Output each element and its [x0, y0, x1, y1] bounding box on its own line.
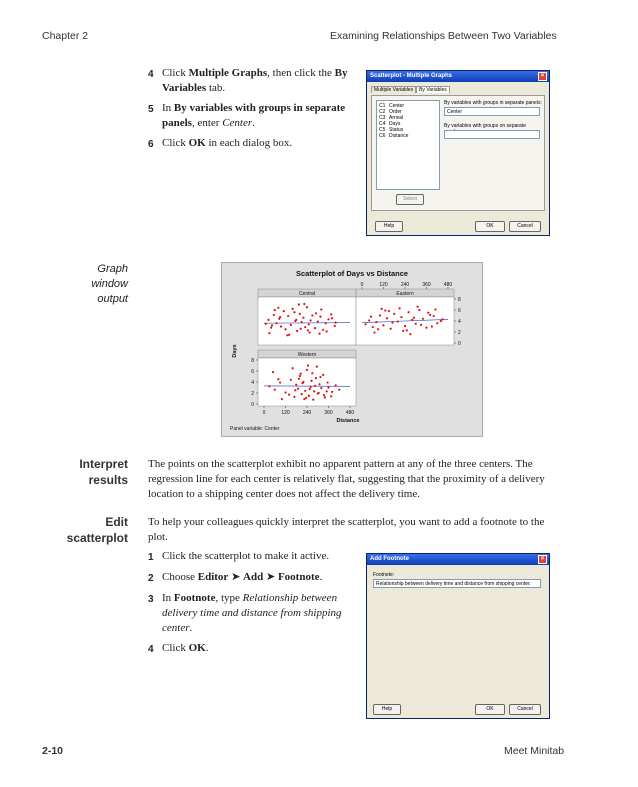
data-point	[425, 327, 427, 329]
data-point	[313, 390, 315, 392]
data-point	[319, 316, 321, 318]
column-id: C5	[379, 127, 386, 133]
data-point	[442, 318, 444, 320]
data-point	[427, 312, 429, 314]
data-point	[290, 379, 292, 381]
data-point	[309, 319, 311, 321]
data-point	[331, 317, 333, 319]
data-point	[399, 307, 401, 309]
step-5	[148, 101, 358, 131]
data-point	[335, 322, 337, 324]
data-point	[295, 384, 297, 386]
data-point	[402, 330, 404, 332]
column-id: C4	[379, 121, 386, 127]
data-point	[322, 329, 324, 331]
tab-strip	[371, 86, 450, 94]
add-footnote-dialog	[366, 553, 550, 719]
data-point	[397, 320, 399, 322]
data-point	[326, 330, 328, 332]
data-point	[368, 319, 370, 321]
data-point	[299, 375, 301, 377]
data-point	[293, 311, 295, 313]
graph-window[interactable]	[221, 262, 483, 437]
column-name: Center	[389, 103, 405, 109]
data-point	[292, 367, 294, 369]
edit-step-2	[148, 570, 358, 586]
data-point	[268, 332, 270, 334]
step-number: 1	[148, 552, 154, 563]
select-button[interactable]: Select	[396, 194, 424, 205]
column-name: Arrival	[389, 115, 404, 121]
step-number: 5	[148, 104, 154, 115]
data-point	[377, 328, 379, 330]
data-point	[324, 396, 326, 398]
interpret-results-text: The points on the scatterplot exhibit no apparent pattern at any of the three centers. The regression line for each center is relatively flat, suggesting that the proximity of a delivery location to a shipping center does not affect the delivery time.	[148, 458, 545, 500]
data-point	[283, 310, 285, 312]
data-point	[300, 373, 302, 375]
data-point	[315, 312, 317, 314]
y-tick-label: 2	[458, 329, 461, 336]
y-tick-label: 6	[458, 307, 461, 314]
data-point	[400, 316, 402, 318]
data-point	[327, 386, 329, 388]
dialog-title-bar	[367, 554, 549, 565]
step-number: 6	[148, 139, 154, 150]
data-point	[265, 323, 267, 325]
edit-step-1	[148, 549, 358, 565]
data-point	[279, 381, 281, 383]
data-point	[420, 324, 422, 326]
y-tick-label: 0	[251, 401, 254, 408]
data-point	[384, 309, 386, 311]
data-point	[297, 388, 299, 390]
data-point	[411, 319, 413, 321]
data-point	[284, 328, 286, 330]
data-point	[309, 386, 311, 388]
data-point	[323, 394, 325, 396]
data-point	[271, 324, 273, 326]
data-point	[422, 318, 424, 320]
data-point	[303, 398, 305, 400]
interpret-results-heading: Interpret results	[79, 457, 128, 487]
column-id: C2	[379, 109, 386, 115]
cancel-button[interactable]: Cancel	[509, 221, 541, 232]
data-point	[293, 396, 295, 398]
data-point	[404, 325, 406, 327]
data-point	[322, 374, 324, 376]
data-point	[325, 322, 327, 324]
x-tick-label: 0	[262, 410, 266, 416]
data-point	[416, 306, 418, 308]
edit-step-3	[148, 591, 358, 636]
column-name: Status	[389, 127, 404, 133]
multiple-graphs-dialog	[366, 70, 550, 236]
page-number: 2-10	[42, 745, 64, 757]
column-name: Order	[389, 109, 402, 115]
data-point	[429, 314, 431, 316]
data-point	[307, 329, 309, 331]
data-point	[381, 308, 383, 310]
y-tick-label: 4	[458, 318, 461, 325]
data-point	[393, 313, 395, 315]
data-point	[306, 369, 308, 371]
data-point	[330, 313, 332, 315]
data-point	[320, 308, 322, 310]
step-text: In Footnote, type Relationship between delivery time and distance from shipping center.	[162, 592, 342, 634]
data-point	[286, 334, 288, 336]
step-number: 3	[148, 594, 154, 605]
step-6	[148, 136, 358, 152]
data-point	[298, 378, 300, 380]
data-point	[295, 319, 297, 321]
data-point	[274, 389, 276, 391]
chapter-title: Examining Relationships Between Two Variables	[330, 30, 557, 42]
label-separate-graphs: By variables with groups on separate	[444, 123, 526, 129]
data-point	[418, 309, 420, 311]
data-point	[277, 378, 279, 380]
data-point	[364, 323, 366, 325]
data-point	[317, 320, 319, 322]
data-point	[382, 324, 384, 326]
step-text: Choose Editor ➤ Add ➤ Footnote.	[162, 571, 323, 583]
column-list-item[interactable]	[379, 133, 437, 139]
x-tick-label: 240	[400, 282, 410, 288]
panel-label: Western	[297, 352, 317, 358]
data-point	[316, 366, 318, 368]
y-tick-label: 2	[251, 390, 254, 397]
step-text: In By variables with groups in separate panels, enter Center.	[162, 102, 346, 129]
tab-multiple-variables[interactable]: Multiple Variables	[371, 86, 416, 93]
data-point	[370, 316, 372, 318]
step-text: Click OK in each dialog box.	[162, 137, 293, 149]
y-tick-label: 4	[251, 379, 254, 386]
data-point	[407, 311, 409, 313]
x-tick-label: 360	[324, 410, 333, 416]
panel-label: Central	[298, 291, 316, 297]
data-point	[300, 328, 302, 330]
column-id: C3	[379, 115, 386, 121]
data-point	[315, 377, 317, 379]
data-point	[308, 323, 310, 325]
data-point	[379, 314, 381, 316]
data-point	[314, 327, 316, 329]
data-point	[327, 381, 329, 383]
tab-by-variables[interactable]: By Variables	[416, 86, 450, 93]
data-point	[373, 331, 375, 333]
data-point	[272, 371, 274, 373]
data-point	[275, 322, 277, 324]
label-separate-panels: By variables with groups in separate panels:	[444, 100, 542, 106]
data-point	[298, 303, 300, 305]
separate-panels-input[interactable]: Center	[444, 107, 540, 116]
data-point	[277, 307, 279, 309]
data-point	[268, 385, 270, 387]
data-point	[306, 306, 308, 308]
data-point	[304, 326, 306, 328]
data-point	[284, 391, 286, 393]
data-point	[338, 389, 340, 391]
cancel-button[interactable]: Cancel	[509, 704, 541, 715]
edit-scatterplot-heading: Edit scatterplot	[66, 515, 128, 545]
data-point	[296, 330, 298, 332]
scatterplot-chart[interactable]	[222, 263, 482, 436]
graph-window-label: Graph window output	[91, 263, 128, 305]
data-point	[311, 314, 313, 316]
steps-top	[148, 66, 358, 157]
data-point	[318, 392, 320, 394]
chart-title: Scatterplot of Days vs Distance	[295, 269, 409, 278]
data-point	[309, 388, 311, 390]
x-tick-label: 360	[422, 282, 431, 288]
chapter-label: Chapter 2	[42, 30, 89, 42]
data-point	[334, 325, 336, 327]
data-point	[433, 315, 435, 317]
data-point	[319, 376, 321, 378]
x-tick-label: 120	[379, 282, 388, 288]
data-point	[294, 389, 296, 391]
data-point	[431, 325, 433, 327]
step-text: Click OK.	[162, 642, 209, 654]
y-axis-title: Days	[232, 344, 238, 358]
data-point	[301, 321, 303, 323]
y-tick-label: 0	[458, 340, 461, 347]
data-point	[281, 398, 283, 400]
data-point	[290, 324, 292, 326]
x-tick-label: 240	[302, 410, 312, 416]
data-point	[273, 314, 275, 316]
data-point	[311, 372, 313, 374]
step-number: 4	[148, 69, 154, 80]
data-point	[327, 318, 329, 320]
step-number: 4	[148, 644, 154, 655]
data-point	[391, 322, 393, 324]
data-point	[330, 395, 332, 397]
tab-panel	[371, 95, 545, 211]
data-point	[308, 395, 310, 397]
panel-plot-area	[258, 297, 356, 345]
x-tick-label: 480	[443, 282, 453, 288]
data-point	[415, 323, 417, 325]
data-point	[299, 313, 301, 315]
data-point	[288, 394, 290, 396]
panel-label: Eastern	[396, 291, 414, 297]
x-tick-label: 480	[345, 410, 355, 416]
data-point	[326, 390, 328, 392]
help-button[interactable]: Help	[373, 704, 401, 715]
data-point	[406, 329, 408, 331]
data-point	[335, 384, 337, 386]
data-point	[279, 316, 281, 318]
ok-button[interactable]: OK	[475, 221, 505, 232]
data-point	[331, 391, 333, 393]
data-point	[301, 393, 303, 395]
data-point	[390, 328, 392, 330]
help-button[interactable]: Help	[375, 221, 403, 232]
data-point	[274, 309, 276, 311]
data-point	[280, 325, 282, 327]
column-name: Days	[389, 121, 401, 127]
data-point	[302, 317, 304, 319]
data-point	[413, 317, 415, 319]
data-point	[318, 383, 320, 385]
dialog-title: Scatterplot - Multiple Graphs	[370, 73, 453, 79]
column-name: Distance	[389, 133, 409, 139]
y-tick-label: 8	[458, 296, 461, 303]
ok-button[interactable]: OK	[475, 704, 505, 715]
data-point	[434, 308, 436, 310]
separate-graphs-input[interactable]	[444, 130, 540, 139]
data-point	[375, 321, 377, 323]
data-point	[440, 320, 442, 322]
column-id: C6	[379, 133, 386, 139]
data-point	[318, 333, 320, 335]
step-number: 2	[148, 573, 154, 584]
data-point	[372, 326, 374, 328]
footnote-input[interactable]: Relationship between delivery time and distance from shipping center.	[373, 579, 541, 588]
data-point	[270, 327, 272, 329]
data-point	[307, 364, 309, 366]
x-tick-label: 0	[360, 282, 364, 288]
data-point	[287, 315, 289, 317]
x-axis-title: Distance	[336, 418, 360, 424]
data-point	[301, 382, 303, 384]
data-point	[312, 399, 314, 401]
edit-intro-text: To help your colleagues quickly interpret the scatterplot, you want to add a footnote to the plot.	[148, 516, 545, 543]
column-list[interactable]	[376, 100, 440, 190]
close-icon[interactable]: ×	[538, 555, 547, 564]
close-icon[interactable]: ×	[538, 72, 547, 81]
data-point	[267, 319, 269, 321]
data-point	[309, 331, 311, 333]
data-point	[310, 380, 312, 382]
panel-variable-caption: Panel variable: Center	[230, 426, 280, 432]
x-tick-label: 120	[281, 410, 290, 416]
data-point	[436, 322, 438, 324]
dialog-title-bar	[367, 71, 549, 82]
data-point	[320, 387, 322, 389]
data-point	[409, 333, 411, 335]
y-tick-label: 6	[251, 368, 254, 375]
column-id: C1	[379, 103, 386, 109]
data-point	[314, 385, 316, 387]
edit-step-4	[148, 641, 358, 657]
step-text: Click the scatterplot to make it active.	[162, 550, 330, 562]
footnote-label: Footnote:	[373, 572, 395, 578]
y-tick-label: 8	[251, 357, 254, 364]
data-point	[386, 317, 388, 319]
dialog-title: Add Footnote	[370, 556, 409, 562]
step-4	[148, 66, 358, 96]
book-title: Meet Minitab	[504, 745, 565, 757]
data-point	[292, 308, 294, 310]
data-point	[388, 310, 390, 312]
steps-edit	[148, 549, 358, 662]
step-text: Click Multiple Graphs, then click the By Variables tab.	[162, 67, 348, 94]
data-point	[303, 303, 305, 305]
data-point	[304, 390, 306, 392]
